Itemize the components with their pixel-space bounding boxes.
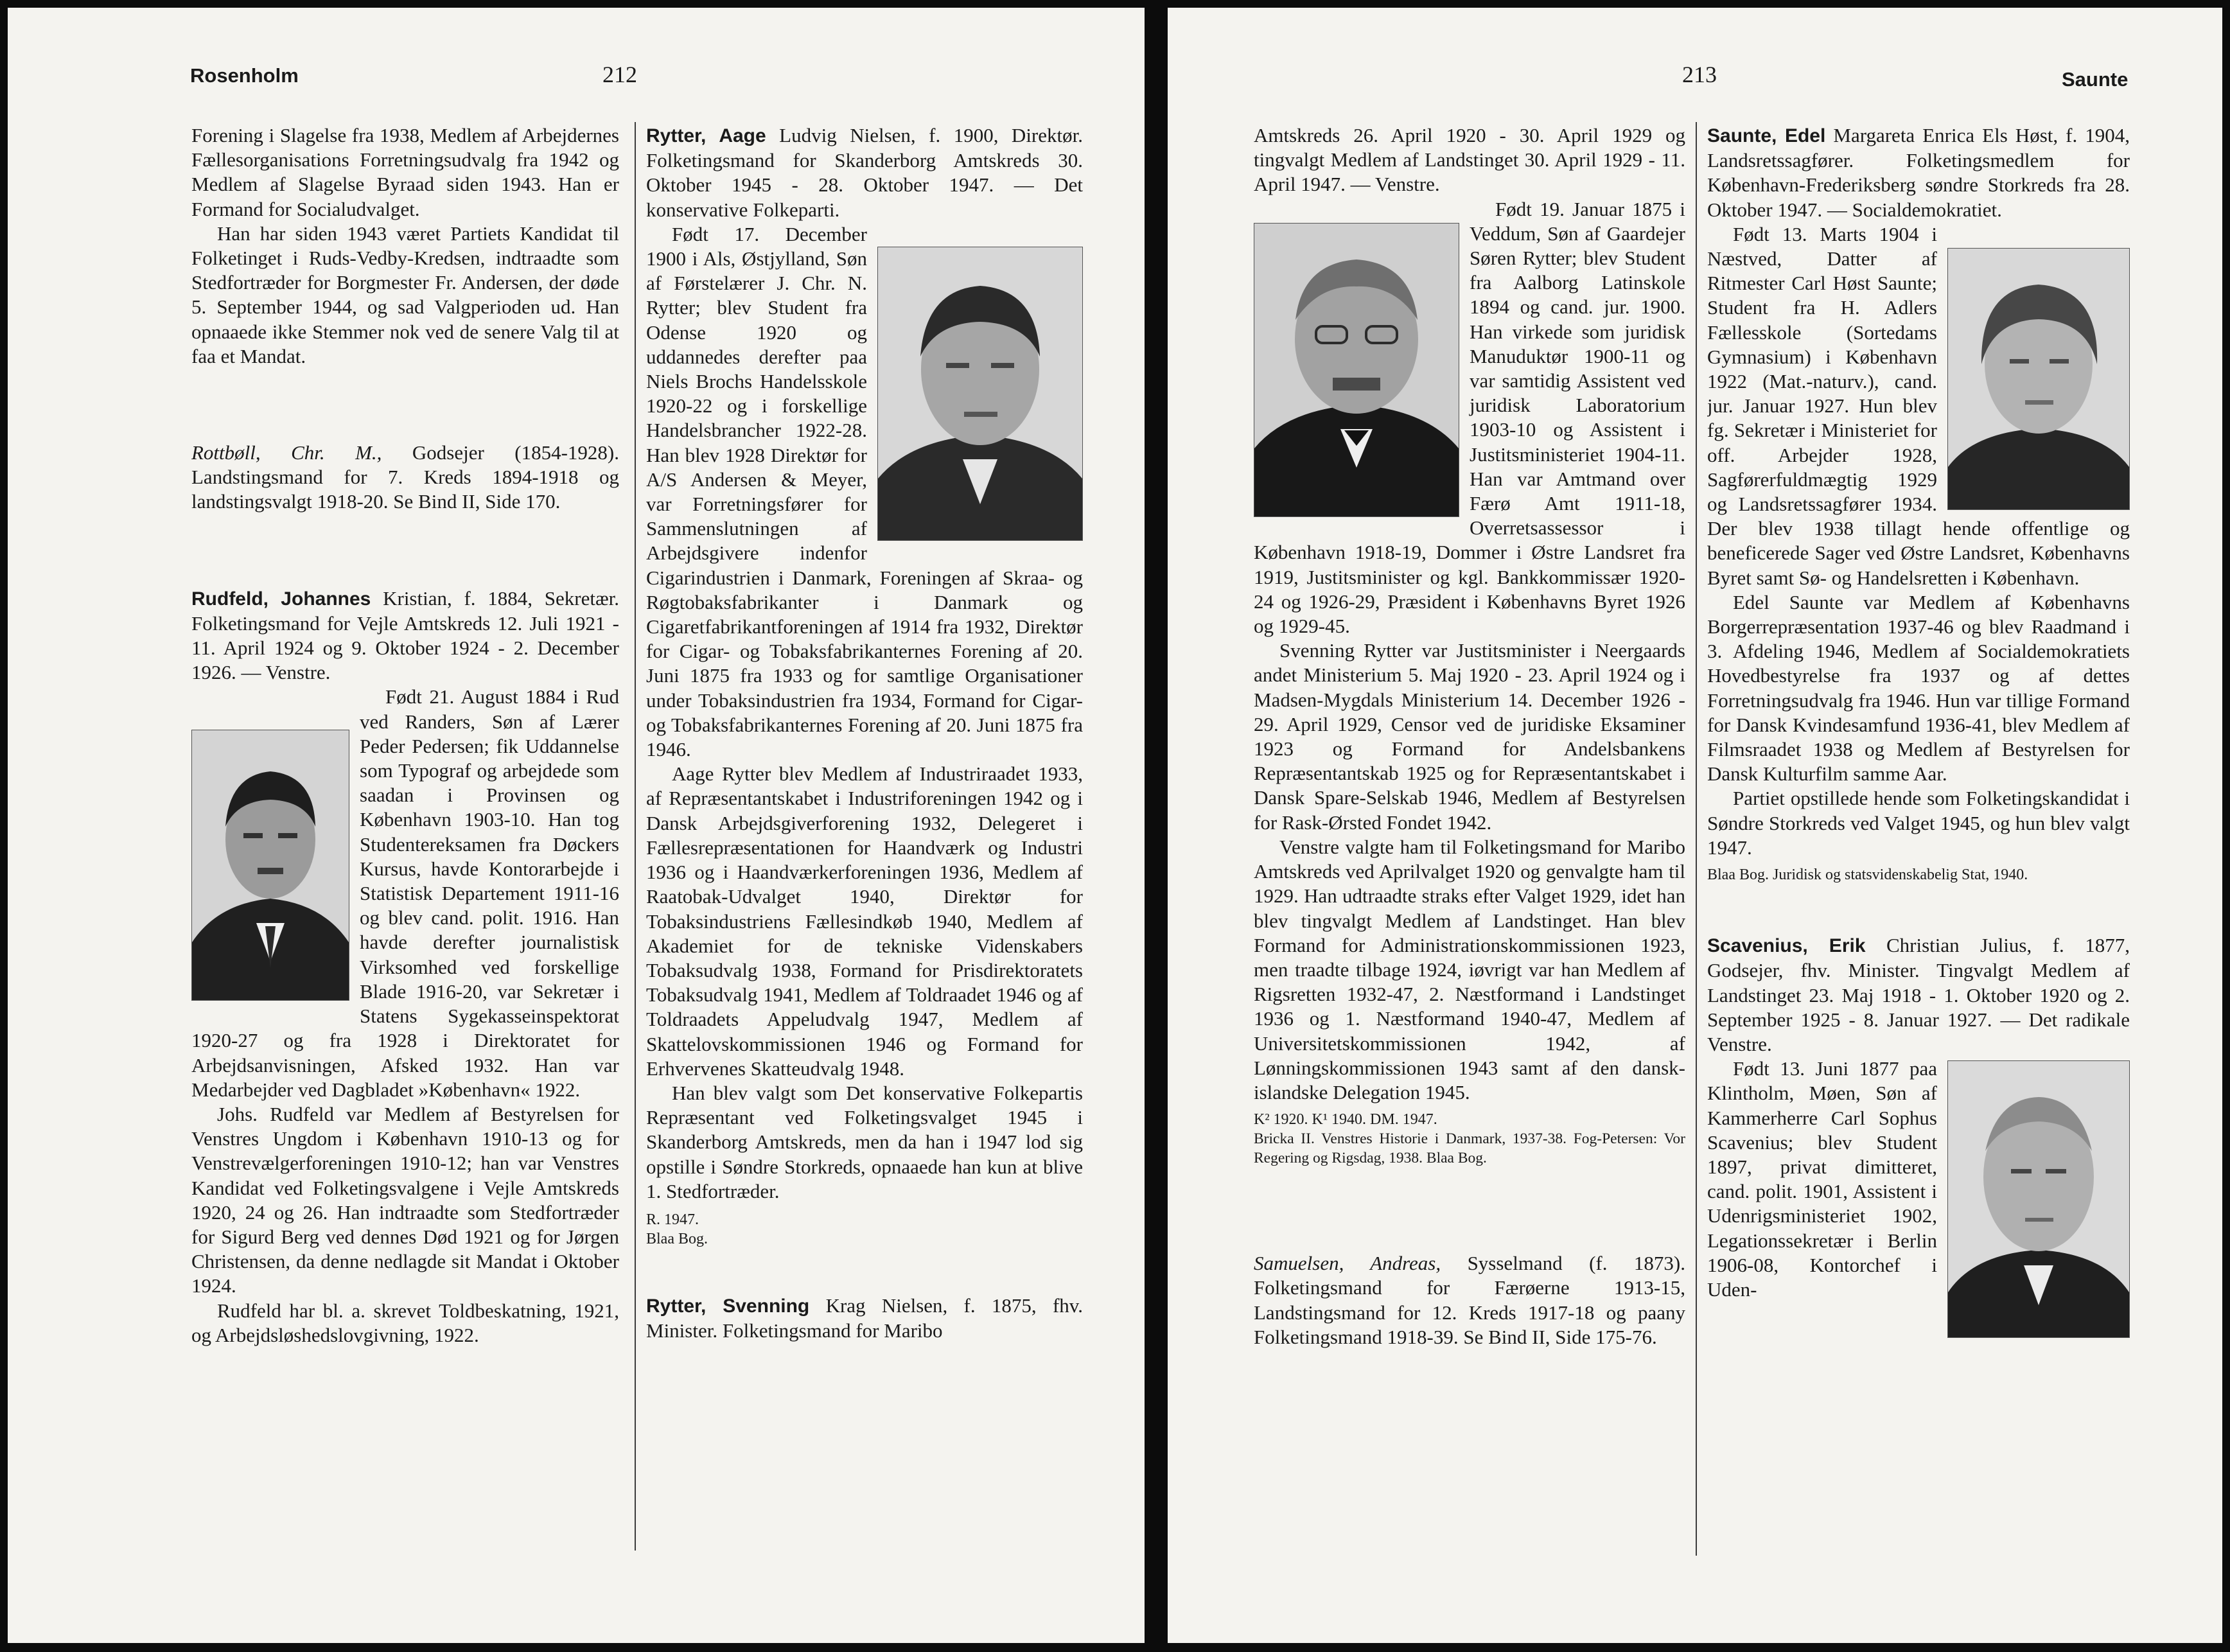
entry-text: Ludvig Nielsen, f. 1900, Direktør. Folketingsmand for Skanderborg Amtskreds 30. Oktober 1945 - 28. Oktober 1947. — Det konservative Folkeparti. (646, 124, 1083, 221)
entry-name: Rudfeld, Johannes (191, 588, 371, 610)
portrait-rytter-svenning (1254, 223, 1459, 517)
paragraph: Født 13. Marts 1904 i Næstved, Datter af Ritmester Carl Høst Saunte; Student fra H. Adlers Fællesskole (Sortedams Gymnasium) i København 1922 (Mat.-naturv.), cand. jur. Januar 1927. Hun blev fg. Sekretær i Ministeriet for off. Arbejder 1928, Sagførerfuldmægtig 1929 og Landsretssagfører 1934. Der blev 1938 tillagt hende offentlige og beneficerede Sager ved Østre Landsret, Københavns Byret samt Sø- og Handelsretten i København. (1707, 222, 2130, 589)
right-column-2 (1707, 123, 2130, 1556)
entry-text: Margareta Enrica Els Høst, f. 1904, Landsretssagfører. Folketingsmedlem for København-Frederiksberg søndre Storkreds fra 28. Oktober 1947. — Socialdemokratiet. (1707, 124, 2130, 221)
entry-saunte (1707, 123, 2130, 222)
paragraph: Født 13. Juni 1877 paa Klintholm, Møen, Søn af Kammerherre Carl Sophus Scavenius; blev Student 1897, privat dimitteret, cand. polit. 1901, Assistent i Udenrigsministeriet 1902, Legationssekretær i Berlin 1906-08, Kontorchef i Uden- (1707, 1057, 1937, 1301)
column-rule-right (1696, 122, 1697, 1556)
left-column-1 (191, 123, 619, 1543)
entry-text: Krag Nielsen, f. 1875, fhv. Minister. Folketingsmand for Maribo (646, 1294, 1083, 1342)
portrait-rytter-aage-image (878, 247, 1082, 540)
entry-name: Samuelsen, Andreas, (1254, 1252, 1441, 1275)
entry-rytter-aage (646, 123, 1083, 222)
page-number-right: 213 (1682, 62, 1717, 87)
running-head-right: Saunte (2062, 68, 2129, 91)
entry-spacer (646, 1249, 1083, 1294)
entry-text: Christian Julius, f. 1877, Godsejer, fhv. Minister. Tingvalgt Medlem af Landstinget 23. Maj 1918 - 1. Oktober 1920 og 2. September 1925 - 8. Januar 1927. — Det radikale Venstre. (1707, 934, 2130, 1055)
entry-rottboll (191, 441, 619, 514)
source-note: Bricka II. Venstres Historie i Danmark, 1937-38. Fog-Petersen: Vor Regering og Rigsdag, 1938. Blaa Bog. (1254, 1130, 1685, 1167)
source-note: Blaa Bog. Juridisk og statsvidenskabelig Stat, 1940. (1707, 866, 2028, 884)
paragraph: Partiet opstillede hende som Folketingskandidat i Søndre Storkreds ved Valget 1945, og hun blev valgt 1947. (1707, 787, 2130, 859)
paragraph: Edel Saunte var Medlem af Københavns Borgerrepræsentation 1937-46 og blev Raadmand i 3. Afdeling 1946, Medlem af Socialdemokratiets Hovedbestyrelse fra 1937 og af dettes Forretningsudvalg fra 1946. Hun var tillige Formand for Dansk Kvindesamfund 1936-41, blev Medlem af Filmsraadet 1938 og Medlem af Bestyrelsen for Dansk Kulturfilm samme Aar. (1707, 590, 2130, 786)
entry-name: Rottbøll, Chr. M., (191, 441, 382, 464)
entry-name: Rytter, Aage (646, 125, 766, 146)
portrait-scavenius-image (1948, 1061, 2129, 1337)
column-rule-left (635, 122, 636, 1551)
portrait-saunte-image (1948, 249, 2129, 509)
entry-spacer (1254, 1168, 1685, 1251)
entry-text: Kristian, f. 1884, Sekretær. Folketingsmand for Vejle Amtskreds 12. Juli 1921 - 11. April 1924 og 9. Oktober 1924 - 2. December 1926. — Venstre. (191, 586, 619, 684)
paragraph: Venstre valgte ham til Folketingsmand for Maribo Amtskreds ved Aprilvalget 1920 og genvalgte ham til 1929. Han udtraadte straks efter Valget 1929, idet han blev tingvalgt Medlem af Landstinget. Han blev Formand for Administrationskommissionen 1923, men traadte tilbage 1924, iøvrigt var han Medlem af Rigsretten 1932-47, 2. Næstformand i Landstinget 1936 og 1. Næstformand 1940-47, Medlem af Universitetskommissionen 1942, af Lønningskommissionen 1943 samt af den dansk-islandske Delegation 1945. (1254, 835, 1685, 1103)
page-number-left: 212 (602, 62, 637, 87)
entry-spacer (191, 514, 619, 586)
paragraph: Han blev valgt som Det konservative Folkepartis Repræsentant ved Folketingsvalget 1945 i Skanderborg Amtskreds, men da han i 1947 lod sig opstille i Søndre Storkreds, opnaaede han kun at blive 1. Stedfortræder. (646, 1081, 1083, 1202)
decoration-note: R. 1947. (646, 1211, 699, 1228)
entry-scavenius (1707, 933, 2130, 1057)
right-page (1168, 8, 2222, 1643)
paragraph: Født 17. December 1900 i Als, Østjylland, Søn af Førstelærer J. Chr. N. Rytter; blev Student fra Odense 1920 og uddannedes derefter paa Niels Brochs Handelsskole 1920-22 og i forskellige Handelsbrancher 1922-28. Han blev 1928 Direktør for A/S Andersen & Meyer, var Forretningsfører for Sammenslutningen af Arbejdsgivere indenfor Cigarindustrien i Danmark, Foreningen af Skraa- og Røgtobaksfabrikanter i Danmark og Cigaretfabrikantforeningen af 1914 fra 1932, Direktør for Cigar- og Tobaksfabrikanternes Forening af 20. Juni 1875 fra 1933 og for samtlige Organisationer under Tobaksindustrien fra 1934, Formand for Cigar- og Tobaksfabrikanternes Forening af 20. Juni 1875 fra 1946. (646, 222, 1083, 761)
paragraph: Svenning Rytter var Justitsminister i Neergaards andet Ministerium 5. Maj 1920 - 23. April 1924 og i Madsen-Mygdals Ministerium 14. December 1926 - 29. April 1929, Censor ved de juridiske Eksaminer 1923 og Formand for Andelsbankens Repræsentantskab 1925 og for Repræsentantskabet i Dansk Spare-Selskab 1946, Medlem af Bestyrelsen for Rask-Ørsted Fondet 1942. (1254, 639, 1685, 834)
left-column-2 (646, 123, 1083, 1543)
portrait-rytter-svenning-image (1254, 224, 1459, 516)
entry-name: Rytter, Svenning (646, 1295, 810, 1317)
paragraph: Han har siden 1943 været Partiets Kandidat til Folketinget i Ruds-Vedby-Kredsen, indtraadte som Stedfortræder for Borgmester Fr. Andersen, der døde 5. September 1944, og sad Valgperioden ud. Han opnaaede ikke Stemmer nok ved de senere Valg til at faa et Mandat. (191, 222, 619, 367)
running-head-left: Rosenholm (190, 64, 299, 87)
paragraph: Rudfeld har bl. a. skrevet Toldbeskatning, 1921, og Arbejdsløshedslovgivning, 1922. (191, 1299, 619, 1346)
left-page (8, 8, 1145, 1643)
portrait-saunte (1947, 248, 2130, 510)
entry-name: Scavenius, Erik (1707, 935, 1866, 957)
portrait-rytter-aage (877, 247, 1083, 541)
paragraph: Født 21. August 1884 i Rud ved Randers, Søn af Lærer Peder Pedersen; fik Uddannelse som Typograf og arbejdede som saadan i Provinsen og København 1903-10. Han tog Studentereksamen fra Døckers Kursus, havde Kontorarbejde i Statistisk Departement 1911-16 og blev cand. polit. 1916. Han havde derefter journalistisk Virksomhed ved forskellige Blade 1916-20, var Sekretær i Statens Sygekasseinspektorat 1920-27 og fra 1928 i Direktoratet for Arbejdsanvisningen, Afsked 1932. Han var Medarbejder ved Dagbladet »København« 1922. (191, 685, 619, 1101)
paragraph: Amtskreds 26. April 1920 - 30. April 1929 og tingvalgt Medlem af Landstinget 30. April 1929 - 11. April 1947. — Venstre. (1254, 124, 1685, 196)
portrait-scavenius (1947, 1060, 2130, 1338)
portrait-rudfeld (191, 730, 349, 1001)
entry-text: Godsejer (1854-1928). Landstingsmand for 7. Kreds 1894-1918 og landstingsvalgt 1918-20. Se Bind II, Side 170. (191, 441, 619, 513)
entry-rytter-svenning (646, 1294, 1083, 1343)
decoration-note: K² 1920. K¹ 1940. DM. 1947. (1254, 1111, 1437, 1129)
entry-name: Saunte, Edel (1707, 125, 1826, 146)
entry-spacer (1707, 884, 2130, 933)
right-column-1 (1254, 123, 1685, 1556)
paragraph: Født 19. Januar 1875 i Veddum, Søn af Gaardejer Søren Rytter; blev Student fra Aalborg Latinskole 1894 og cand. jur. 1900. Han virkede som juridisk Manuduktør 1900-11 og var samtidig Assistent ved juridisk Laboratorium 1903-10 og Assistent i Justitsministeriet 1904-11. Han var Amtmand over Færø Amt 1911-18, Overretsassessor i København 1918-19, Dommer i Østre Landsret fra 1919, Justitsminister og kgl. Bankkommissær 1920-24 og 1926-29, Præsident i Københavns Byret 1926 og 1929-45. (1254, 197, 1685, 638)
portrait-rudfeld-image (192, 730, 349, 1000)
entry-text: Sysselmand (f. 1873). Folketingsmand for Færøerne 1913-15, Landstingsmand for 12. Kreds 1917-18 og paany Folketingsmand 1918-39. Se Bind II, Side 175-76. (1254, 1252, 1685, 1348)
entry-rudfeld (191, 586, 619, 685)
entry-samuelsen (1254, 1251, 1685, 1349)
paragraph: Aage Rytter blev Medlem af Industriraadet 1933, af Repræsentantskabet i Industriforeningen 1942 og i Dansk Arbejdsgiverforening 1932, Delegeret i Fællesrepræsentationen for Haandværk og Industri 1936 og i Haandværkerforeningen 1936, Medlem af Raatobak-Udvalget 1940, Direktør for Tobaksindustriens Fællesindkøb 1940, Medlem af Akademiet for de tekniske Videnskabers Tobaksudvalg 1938, Formand for Prisdirektoratets Tobaksudvalg 1941, Medlem af Toldraadet 1946 og af Toldraadets Appeludvalg 1947, Medlem af Skattelovskommissionen 1946 og Formand for Erhvervenes Skatteudvalg 1948. (646, 762, 1083, 1080)
entry-spacer (191, 369, 619, 441)
paragraph: Forening i Slagelse fra 1938, Medlem af Arbejdernes Fællesorganisations Forretningsudvalg fra 1942 og Medlem af Slagelse Byraad siden 1943. Han er Formand for Socialudvalget. (191, 124, 619, 220)
paragraph: Johs. Rudfeld var Medlem af Bestyrelsen for Venstres Ungdom i København 1910-13 og for Venstrevælgerforeningen 1910-12; han var Venstres Kandidat ved Folketingsvalgene i Vejle Amtskreds 1920, 24 og 26. Han indtraadte som Stedfortræder for Sigurd Berg ved dennes Død 1921 og for Jørgen Christensen, da denne nedlagde sit Mandat i Oktober 1924. (191, 1102, 619, 1297)
source-note: Blaa Bog. (646, 1230, 708, 1247)
